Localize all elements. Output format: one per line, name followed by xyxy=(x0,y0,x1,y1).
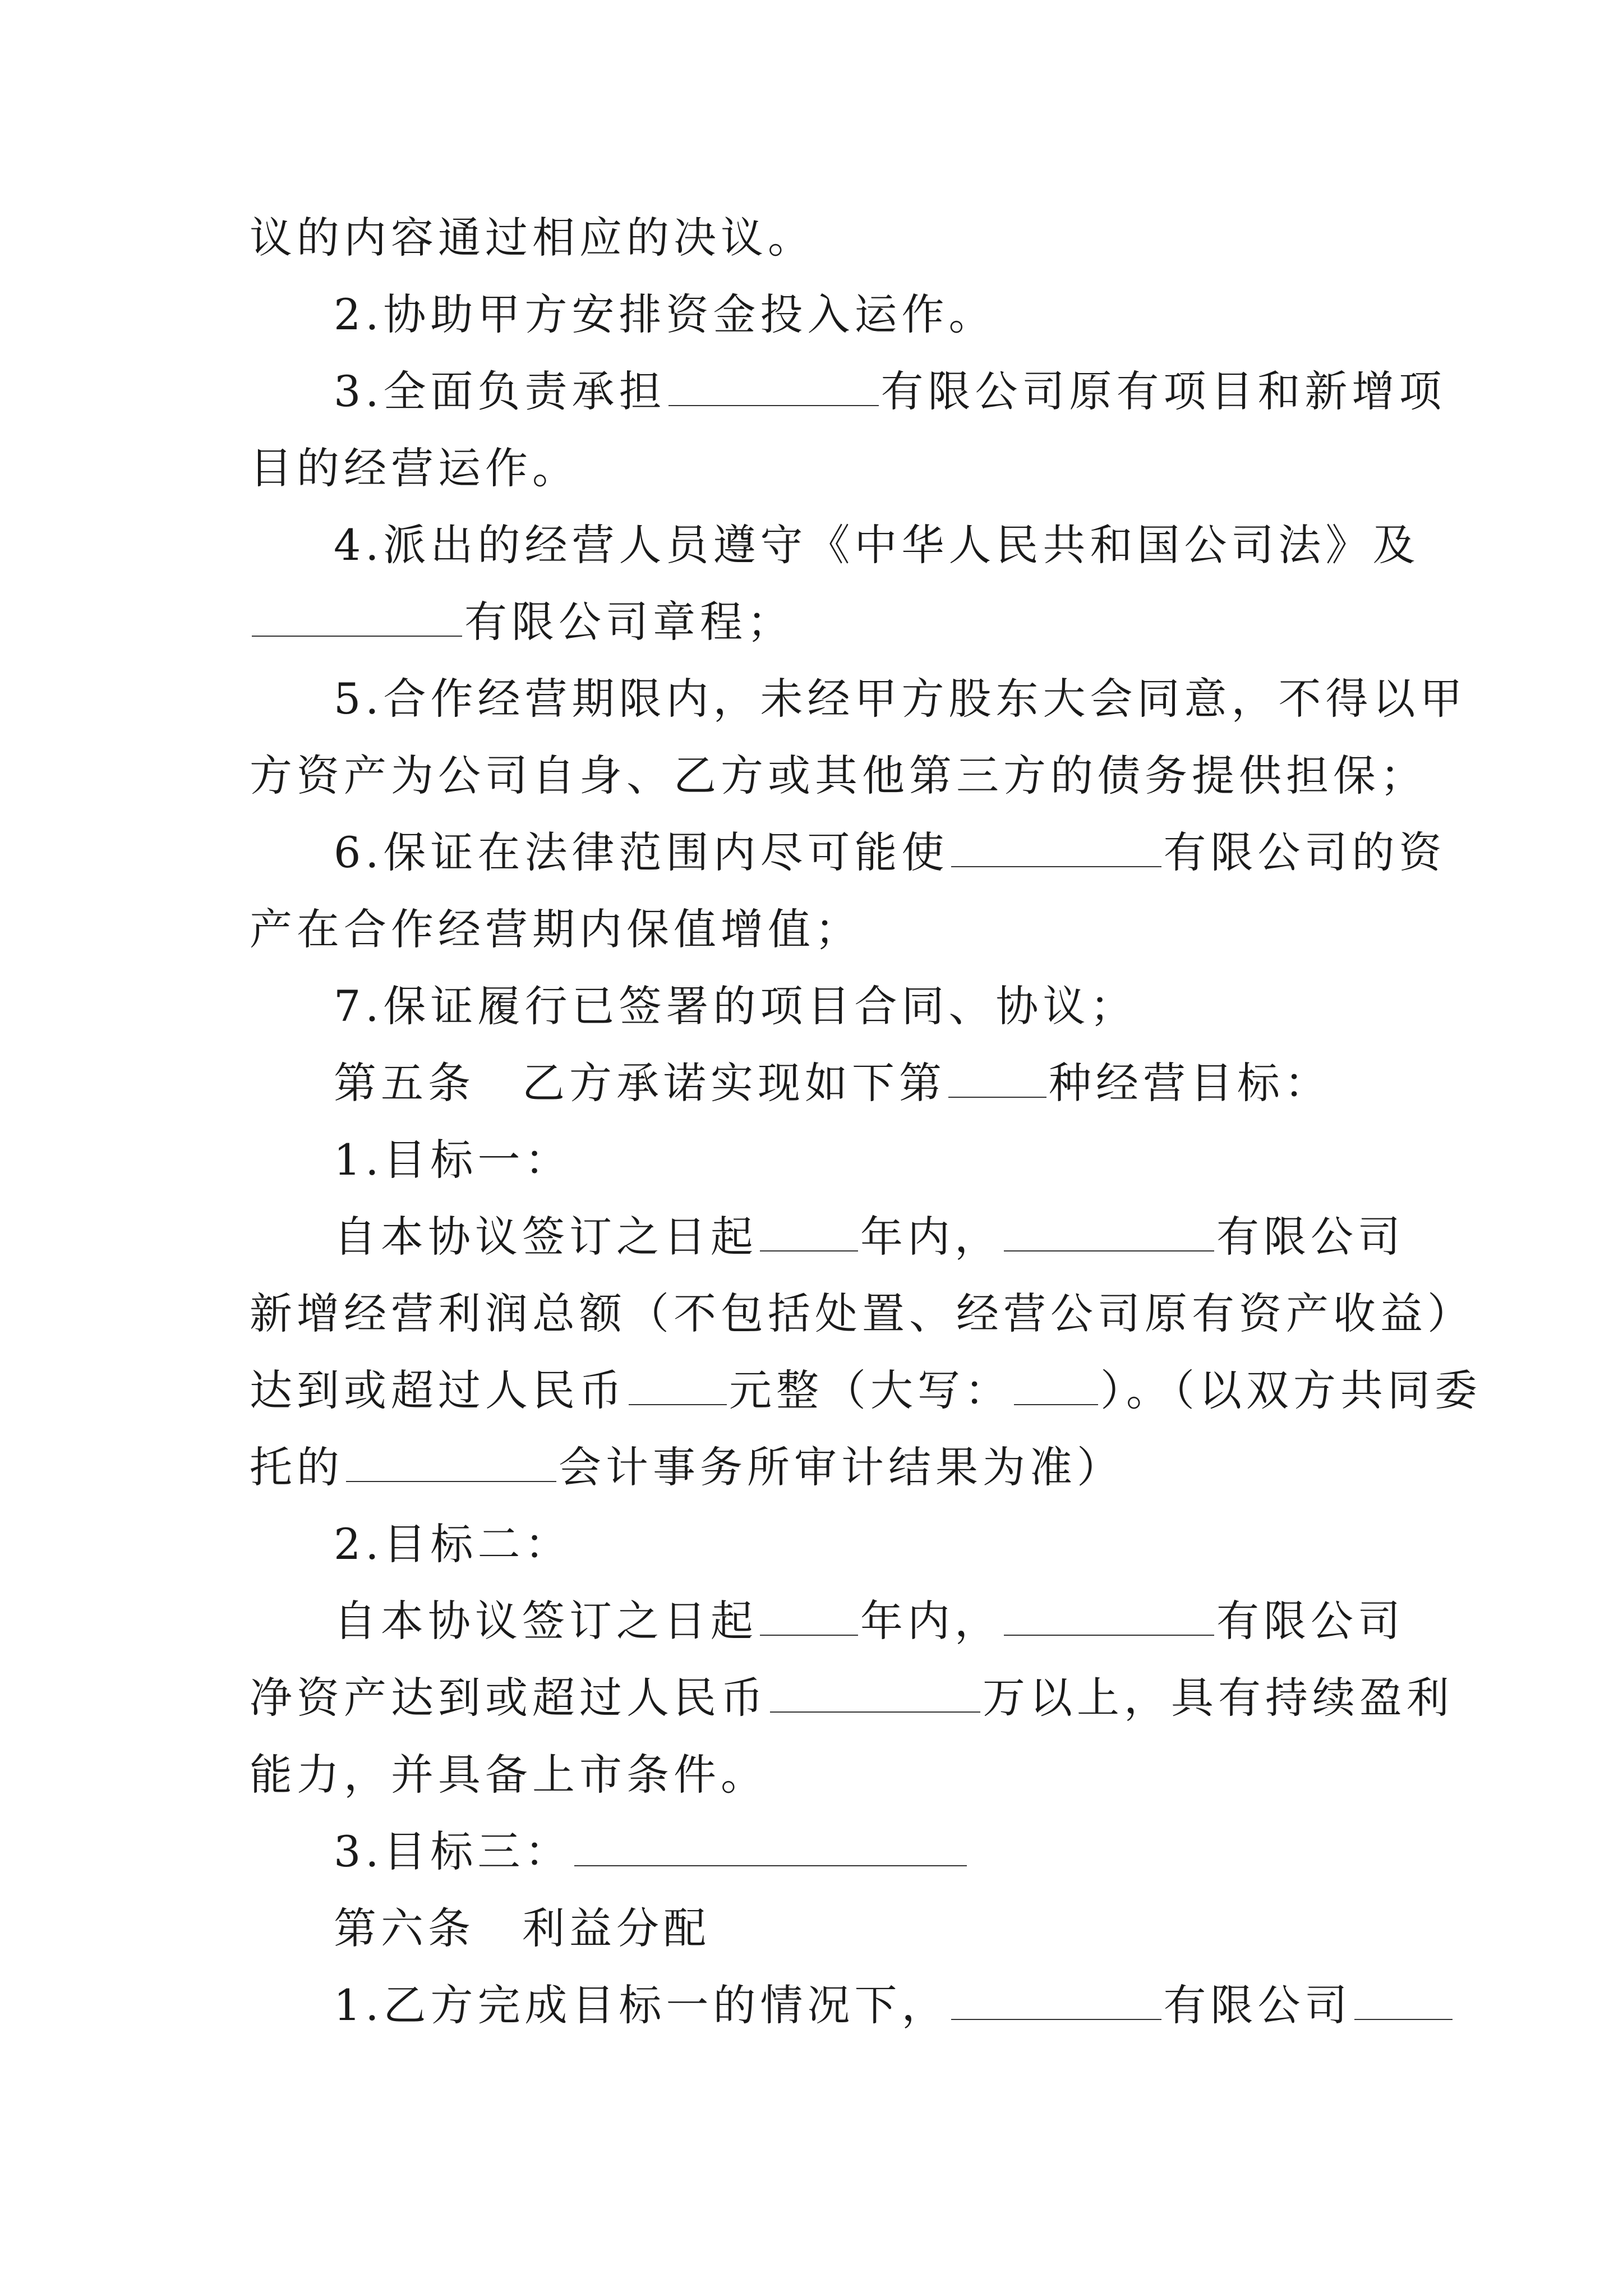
text-segment: 有限公司的资 xyxy=(1163,827,1446,877)
text-segment: 6.保证在法律范围内尽可能使 xyxy=(334,827,949,877)
company-name-blank[interactable] xyxy=(668,370,879,406)
text-segment: 有限公司 xyxy=(1163,1980,1352,2030)
text-line xyxy=(250,430,1394,507)
text-segment: 净资产达到或超过人民币 xyxy=(250,1673,768,1723)
text-segment: 方资产为公司自身、乙方或其他第三方的债务提供担保； xyxy=(250,751,1427,800)
text-segment: 元整（大写： xyxy=(729,1365,1012,1415)
text-segment: 有限公司章程； xyxy=(464,597,794,647)
text-segment: 有限公司原有项目和新增项 xyxy=(880,366,1446,416)
clause-item-7 xyxy=(250,968,1394,1045)
text-segment: 4.派出的经营人员遵守《中华人民共和国公司法》及 xyxy=(334,520,1420,570)
clause-item-6 xyxy=(250,814,1446,891)
text-segment: 7.保证履行已签署的项目合同、协议； xyxy=(334,981,1137,1031)
text-line xyxy=(250,737,1427,814)
amount-blank[interactable] xyxy=(629,1369,727,1405)
trailing-blank[interactable] xyxy=(1354,1984,1453,2020)
amount-blank[interactable] xyxy=(770,1677,980,1713)
text-line xyxy=(250,891,1394,968)
text-line xyxy=(250,1275,1474,1352)
text-line xyxy=(250,1429,1394,1506)
accounting-firm-blank[interactable] xyxy=(346,1446,556,1482)
text-segment: 3.目标三： xyxy=(334,1826,572,1876)
article-6-heading xyxy=(250,1890,1394,1967)
text-segment: 年内， xyxy=(860,1212,1002,1262)
text-segment: 议的内容通过相应的决议。 xyxy=(250,213,815,263)
article-5-heading xyxy=(250,1045,1394,1121)
company-name-blank[interactable] xyxy=(252,601,462,637)
text-segment: 2.目标二： xyxy=(334,1519,572,1569)
text-segment: 2.协助甲方安排资金投入运作。 xyxy=(334,289,996,339)
clause-item-4 xyxy=(250,507,1420,583)
amount-in-words-blank[interactable] xyxy=(1014,1369,1098,1405)
text-line xyxy=(250,1352,1482,1429)
years-blank[interactable] xyxy=(760,1216,858,1251)
company-name-blank[interactable] xyxy=(1004,1600,1214,1636)
text-segment: 1.目标一： xyxy=(334,1135,572,1185)
text-segment: ）。（以双方共同委 xyxy=(1100,1365,1482,1415)
text-segment: 自本协议签订之日起 xyxy=(334,1212,758,1262)
text-segment: 3.全面负责承担 xyxy=(334,366,666,416)
target-2-heading xyxy=(250,1506,1394,1582)
years-blank[interactable] xyxy=(760,1600,858,1636)
company-name-blank[interactable] xyxy=(951,831,1161,867)
text-segment: 万以上，具有持续盈利 xyxy=(983,1673,1454,1723)
target-3-blank[interactable] xyxy=(574,1830,967,1866)
text-segment: 新增经营利润总额（不包括处置、经营公司原有资产收益） xyxy=(250,1289,1474,1338)
text-line xyxy=(250,1967,1394,2044)
text-segment: 第五条 乙方承诺实现如下第 xyxy=(334,1058,946,1108)
text-segment: 会计事务所审计结果为准） xyxy=(559,1442,1124,1492)
text-segment: 年内， xyxy=(860,1596,1002,1646)
text-segment: 托的 xyxy=(250,1442,344,1492)
text-line xyxy=(250,1582,1405,1659)
text-segment: 有限公司 xyxy=(1216,1212,1405,1262)
text-line xyxy=(250,1198,1405,1275)
text-segment: 1.乙方完成目标一的情况下， xyxy=(334,1980,949,2030)
text-line xyxy=(250,199,1394,276)
clause-item-5 xyxy=(250,660,1467,737)
text-line xyxy=(250,1736,1394,1813)
clause-item-2 xyxy=(250,276,1394,353)
text-segment: 种经营目标： xyxy=(1049,1058,1331,1108)
text-segment: 产在合作经营期内保值增值； xyxy=(250,904,862,954)
target-3-heading xyxy=(250,1813,1394,1890)
text-line xyxy=(250,583,1394,660)
text-segment: 自本协议签订之日起 xyxy=(334,1596,758,1646)
text-segment: 第六条 利益分配 xyxy=(334,1903,711,1953)
text-segment: 达到或超过人民币 xyxy=(250,1365,626,1415)
text-line xyxy=(250,1659,1454,1736)
contract-body xyxy=(250,199,1482,2044)
text-segment: 能力，并具备上市条件。 xyxy=(250,1750,768,1800)
target-number-blank[interactable] xyxy=(948,1062,1046,1098)
company-name-blank[interactable] xyxy=(951,1984,1161,2020)
text-segment: 目的经营运作。 xyxy=(250,443,579,493)
text-segment: 有限公司 xyxy=(1216,1596,1405,1646)
target-1-heading xyxy=(250,1121,1394,1198)
text-segment: 5.合作经营期限内，未经甲方股东大会同意，不得以甲 xyxy=(334,674,1467,724)
clause-item-3 xyxy=(250,353,1446,430)
company-name-blank[interactable] xyxy=(1004,1216,1214,1251)
